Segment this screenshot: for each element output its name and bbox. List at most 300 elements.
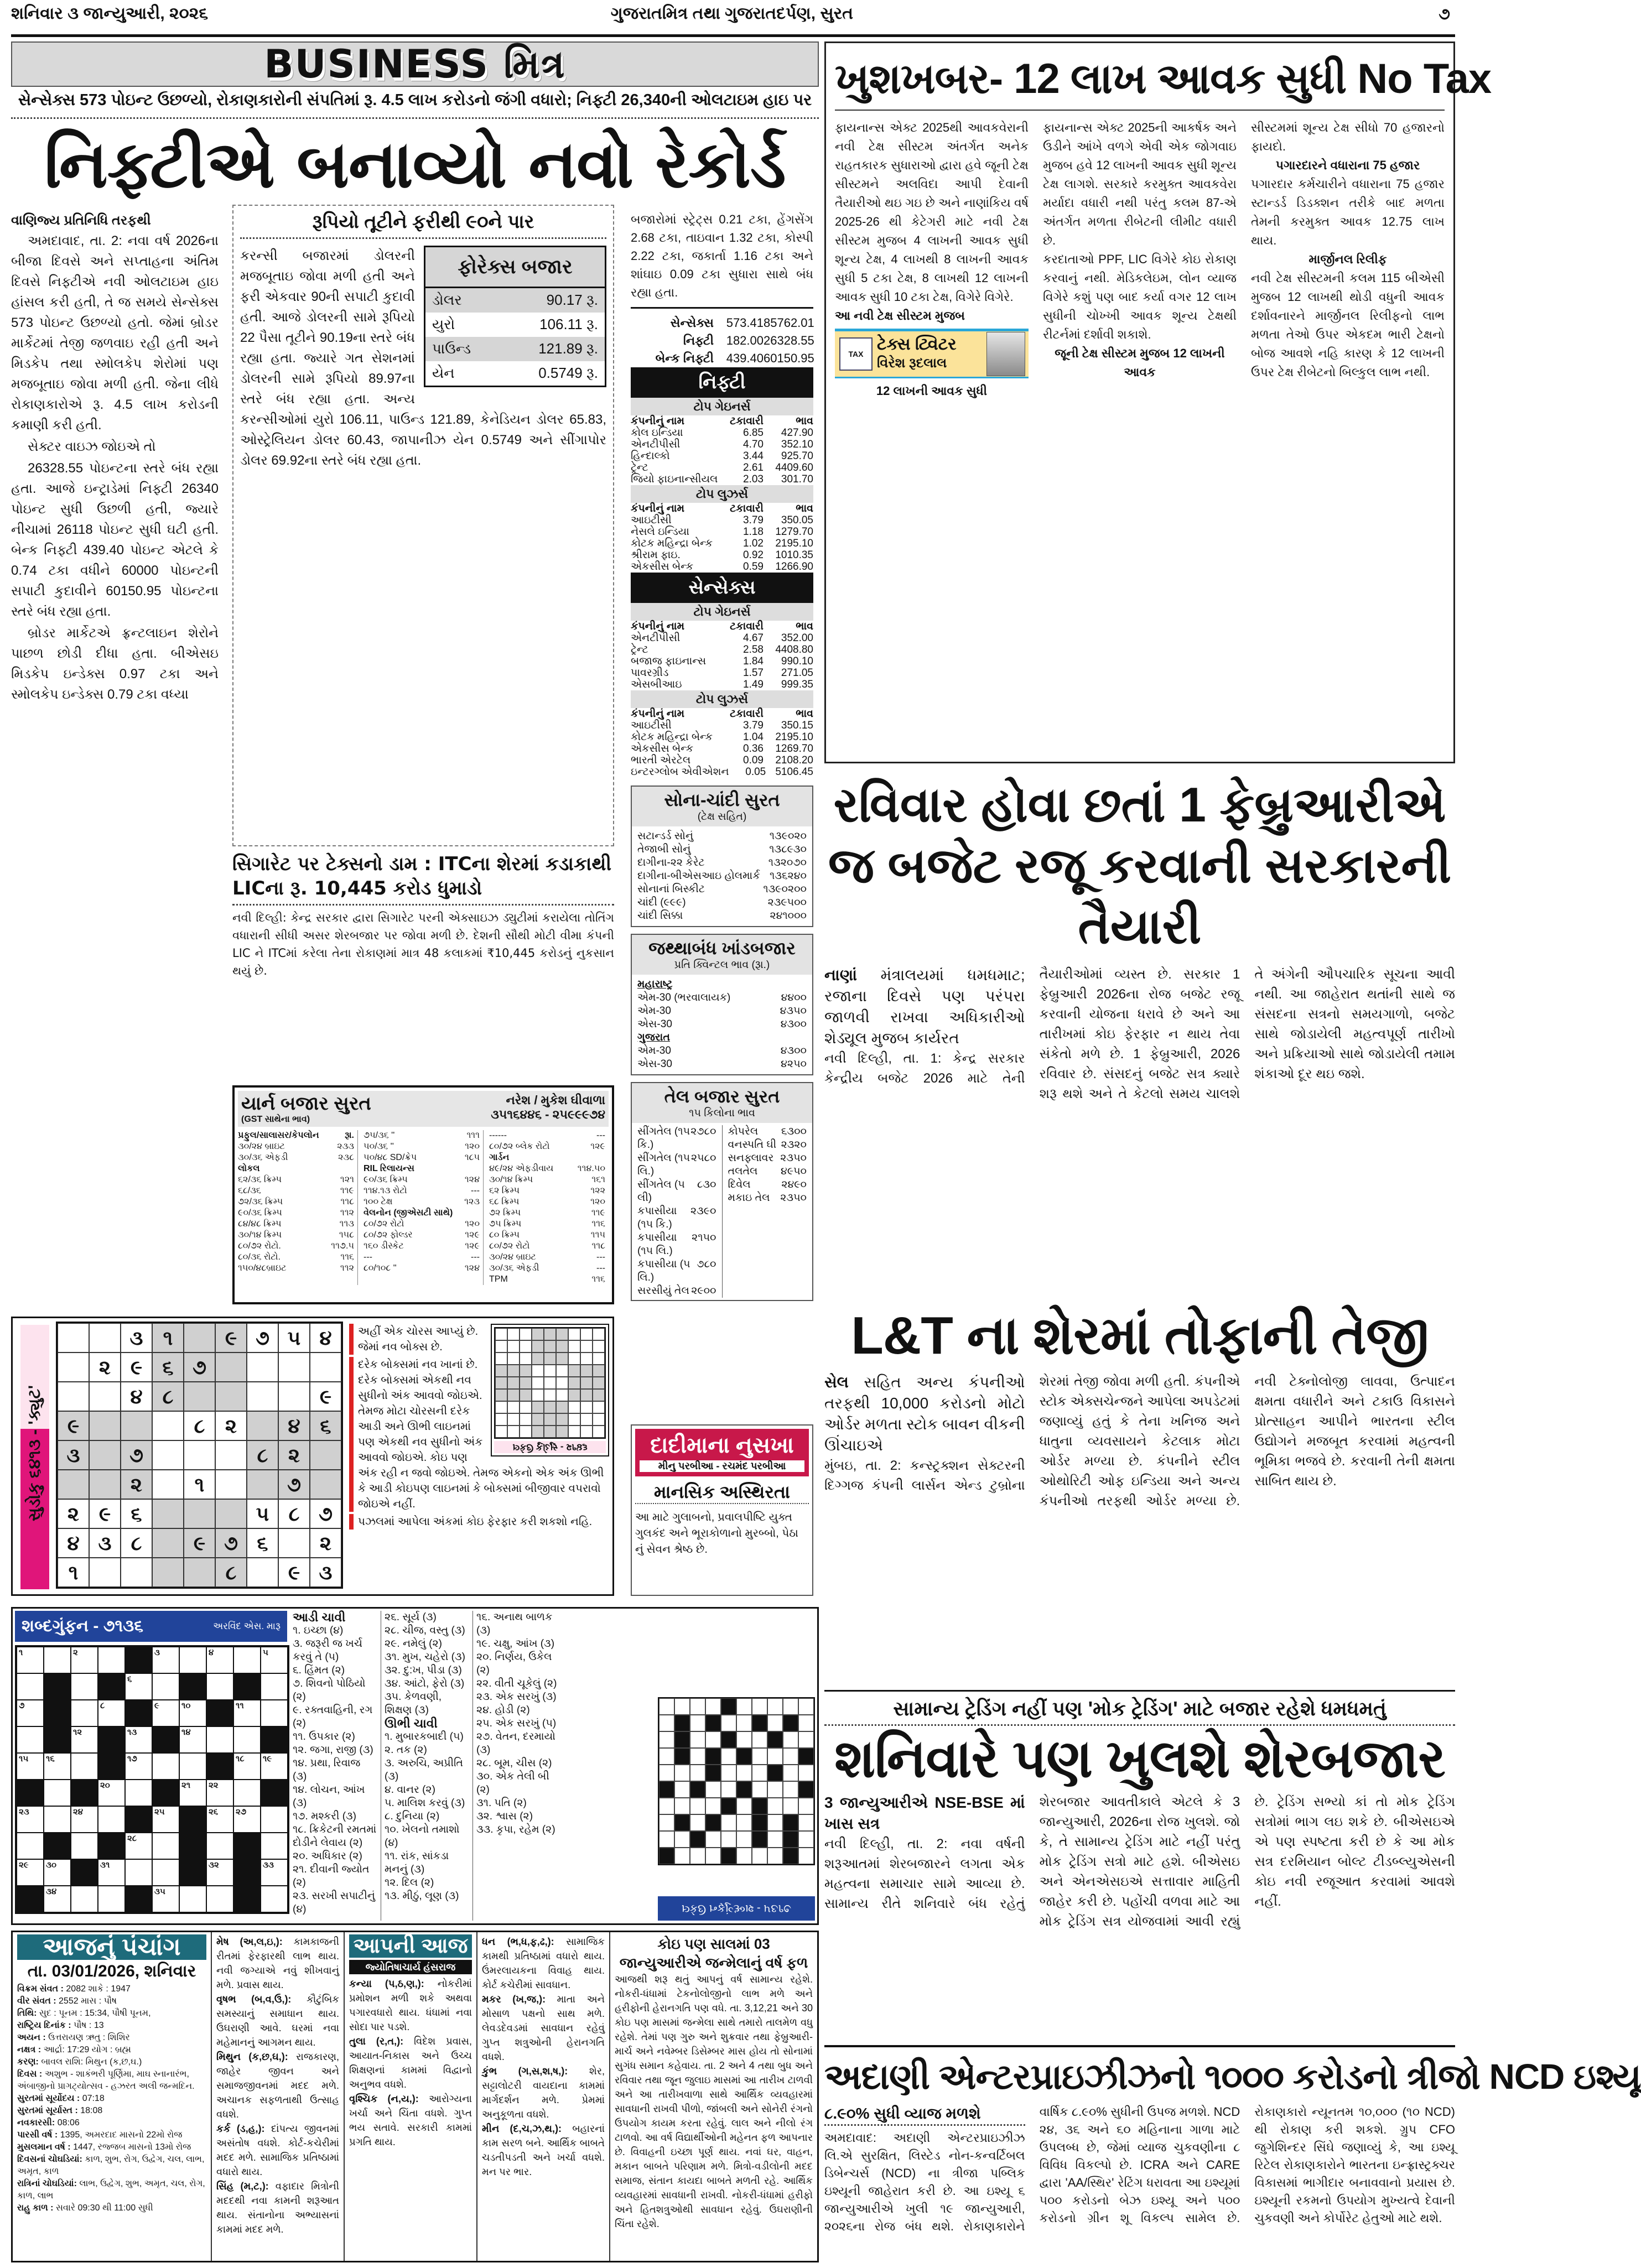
sudoku-solution-cell bbox=[520, 1413, 532, 1426]
sudoku-cell[interactable]: ૭ bbox=[278, 1470, 310, 1499]
crossword-cell[interactable]: ૧૯ bbox=[261, 1753, 288, 1780]
horoscope-sign bbox=[216, 1934, 339, 1992]
crossword-cell[interactable]: ૩૨ bbox=[206, 1859, 233, 1886]
sudoku-cell[interactable]: ૨ bbox=[89, 1353, 121, 1382]
itc-text: નવી દિલ્હી: કેન્દ્ર સરકાર દ્વારા સિગારેટ પરની એક્સાઇઝ ડ્યુટીમાં કરાયેલા તોતિંગ વધારાની સીધી અસર શેરબજાર પર જોવા મળી છે. દેશની સૌથી મોટી વીમા કંપની LIC ને ITCમાં કરેલા તેના રોકાણમાં માત્ર 48 કલાકમાં ₹10,445 કરોડનું નુકસાન થયું છે. bbox=[232, 911, 614, 977]
sudoku-solution-cell bbox=[580, 1340, 593, 1353]
sudoku-cell[interactable] bbox=[184, 1382, 215, 1411]
crossword-cell[interactable]: ૮ bbox=[98, 1700, 125, 1726]
sudoku-cell[interactable] bbox=[184, 1499, 215, 1528]
sugar-cell: ૪૩૦૦ bbox=[780, 1018, 807, 1030]
sudoku-cell[interactable] bbox=[152, 1411, 184, 1440]
horoscope-column bbox=[212, 1932, 345, 2261]
gold-rate-row-cell: ૧૩૬૨૪૦ bbox=[770, 870, 807, 882]
sudoku-cell[interactable]: ૪ bbox=[310, 1323, 341, 1353]
column-header: કંપનીનું નામ bbox=[631, 503, 684, 514]
sudoku-cell[interactable]: ૭ bbox=[310, 1499, 341, 1528]
article-paragraph: પગારદાર કર્મચારીને વધારાના 75 હજાર સ્ટાન્ડર્ડ ડિડક્શન તરીકે બાદ મળતા તેમની કરમુક્ત આવક 12.75 લાખ થાય. bbox=[1251, 177, 1445, 247]
mock-lead bbox=[824, 1792, 1025, 1834]
zodiac-name: કુંભ (ગ,સ,શ,ષ,): bbox=[482, 2066, 568, 2077]
crossword-cell[interactable] bbox=[17, 1673, 44, 1700]
yarn-item: ૬૮/૩૬ bbox=[238, 1186, 261, 1195]
sudoku-cell[interactable] bbox=[152, 1440, 184, 1470]
crossword-cell[interactable] bbox=[17, 1833, 44, 1859]
sudoku-solution-cell bbox=[495, 1389, 507, 1401]
sugar-cell: એમ-30 bbox=[637, 1045, 671, 1057]
crossword-cell[interactable]: ૨૨ bbox=[206, 1780, 233, 1806]
oil-rate-row bbox=[723, 1178, 813, 1192]
crossword-solution-cell bbox=[736, 1848, 752, 1864]
zodiac-prediction: શેર, સટ્ટાલોટરી વાયદાના કામમાં માર્ગદર્શન મળે. પ્રેમમાં અનુકૂળતા વધશે. bbox=[482, 2066, 605, 2120]
crossword-clue: ૩૪. આંટો, ફેરો (૩) bbox=[385, 1678, 465, 1689]
sudoku-cell[interactable]: ૨ bbox=[310, 1528, 341, 1558]
table-cell: કોલ ઇન્ડિયા bbox=[631, 427, 683, 439]
sudoku-cell[interactable]: ૮ bbox=[184, 1411, 215, 1440]
crossword-black-cell bbox=[261, 1726, 288, 1753]
crossword-cell[interactable] bbox=[44, 1647, 71, 1673]
crossword-cell[interactable] bbox=[125, 1780, 152, 1806]
sudoku-cell[interactable] bbox=[247, 1382, 278, 1411]
sudoku-cell[interactable] bbox=[184, 1440, 215, 1470]
sudoku-cell[interactable]: ૯ bbox=[310, 1382, 341, 1411]
sudoku-solution-cell bbox=[532, 1328, 544, 1340]
crossword-cell[interactable]: ૩૫ bbox=[152, 1886, 179, 1912]
sudoku-cell[interactable]: ૩ bbox=[121, 1323, 152, 1353]
newspaper-name: ગુજરાતમિત્ર તથા ગુજરાતદર્પણ, સુરત bbox=[610, 4, 854, 23]
yarn-item: ૩૦/૩૬ એફડી bbox=[238, 1153, 288, 1162]
crossword-solution-cell bbox=[736, 1698, 752, 1715]
oil-rate-row-cell: કપાસીયા (૧૫ લિ.) bbox=[637, 1232, 677, 1257]
crossword-solution-cell bbox=[767, 1698, 783, 1715]
crossword-cell[interactable] bbox=[206, 1673, 233, 1700]
table-row bbox=[631, 427, 813, 439]
yarn-item: ૮૦/૧૦૮ '' bbox=[363, 1263, 397, 1273]
panchang-label: રાષ્ટ્રિય દિનાંક : bbox=[17, 2021, 71, 2030]
table-cell: એનટીપીસી bbox=[631, 439, 681, 450]
table-cell: શ્રીરામ ફાઇ. bbox=[631, 549, 681, 561]
crossword-cell[interactable]: ૧૮ bbox=[233, 1753, 261, 1780]
table-cell: આઇટીસી bbox=[631, 720, 672, 731]
crossword-cell[interactable]: ૨૦ bbox=[98, 1780, 125, 1806]
crossword-cell[interactable]: ૩૧ bbox=[98, 1859, 125, 1886]
sudoku-cell[interactable]: ૮ bbox=[215, 1558, 247, 1587]
crossword-clue: ૩. જરૂરી જ ખર્ચ કરવું તે (૫) bbox=[293, 1638, 362, 1663]
crossword-clue: ૩. અરુચિ, અપ્રીતિ (૩) bbox=[385, 1757, 463, 1782]
sudoku-cell[interactable] bbox=[89, 1411, 121, 1440]
crossword-solution-cell bbox=[767, 1765, 783, 1781]
sudoku-cell[interactable] bbox=[215, 1499, 247, 1528]
sudoku-cell[interactable]: ૨ bbox=[215, 1411, 247, 1440]
sudoku-cell[interactable] bbox=[247, 1411, 278, 1440]
sudoku-cell[interactable]: ૫ bbox=[247, 1499, 278, 1528]
sudoku-cell[interactable] bbox=[247, 1470, 278, 1499]
sudoku-cell[interactable]: ૪ bbox=[278, 1411, 310, 1440]
panchang-row bbox=[17, 2178, 206, 2202]
crossword-solution-cell bbox=[674, 1848, 690, 1864]
gold-rate-row bbox=[632, 856, 812, 870]
crossword-clue: ૨૨. વીતી ચૂકેલું (૨) bbox=[476, 1678, 557, 1689]
mock-kicker: સામાન્ય ટ્રેડિંગ નહીં પણ 'મોક ટ્રેડિંગ' માટે બજાર રહેશે ધમધમતું bbox=[824, 1697, 1455, 1726]
sudoku-cell[interactable]: ૩ bbox=[89, 1528, 121, 1558]
lead-bold: નાણાં bbox=[824, 966, 857, 984]
sudoku-cell[interactable]: ૮ bbox=[152, 1382, 184, 1411]
gold-rate-row bbox=[632, 883, 812, 896]
table-cell: 350.15 bbox=[781, 720, 813, 731]
crossword-cell[interactable]: ૨૬ bbox=[206, 1806, 233, 1833]
article-paragraph: સેક્ટર વાઇઝ જોઇએ તો bbox=[28, 439, 156, 454]
gold-rate-row-cell: દાગીના-બીએસઆઇ હોલમાર્ક bbox=[637, 870, 760, 882]
tax-subhead: 12 લાખની આવક સુધી bbox=[876, 384, 988, 398]
birthday-text: આજથી શરૂ થતું આપનું વર્ષ સામાન્ય રહેશે. નોકરી-ધંધામાં ટેકનોલોજીનો લાભ મળે અને હરીફોની હેરાનગતિ પણ વધે. તા. 3,12,21 અને 30 કોઇ પણ માસમાં જન્મેલા સાથે તમારો તાલમેળ વધુ રહેશે. તેમાં પણ ગુરુ અને શુક્રવાર તથા ફેબ્રુઆરી-માર્ચ અને નવેમ્બર ડિસેમ્બર માસ હોય તો સોનામાં સુગંધ સમાન કહેવાય. તા. 2 અને 4 તથા બુધ અને રવિવાર તથા જૂન જુલાઇ માસમાં આ તારીખ ટાળવી અને આ તારીખવાળા સાથે આર્થિક વ્યવહારમાં સાવધાની રાખવી પીળો, જાંબલી અને સોનેરી રંગનો ઉપયોગ કાયમ કરતા રહેવું. લાલ અને નીલો રંગ ટાળવો. આ વર્ષ વિદ્યાર્થીઓની મહેનત ફળ આપનાર છે. વિવાહની ઇચ્છા પૂર્ણ થાય. નવાં ઘર, વાહન, મકાન બાબતે પરિણામ મળે. મિત્રો-વડીલોની મદદ સમાજ, સંતાન કાયદા બાબતે મળતી રહે. આર્થિક વ્યવહારમાં સાવધાની રાખવી. નોકરી-ધંધામાં હરીફો અને હિતશત્રુઓથી સાવધાન રહેવું. ઉઘરાણીની ચિંતા રહેશે. bbox=[615, 1974, 813, 2229]
sudoku-cell[interactable]: ૮ bbox=[247, 1440, 278, 1470]
crossword-cell[interactable] bbox=[179, 1753, 206, 1780]
table-cell: 3.79 bbox=[743, 720, 764, 731]
index-row bbox=[631, 350, 813, 367]
crossword-clue: ૨૯. નમેલું (૨) bbox=[385, 1638, 442, 1650]
sudoku-cell[interactable] bbox=[278, 1353, 310, 1382]
yarn-rate-row bbox=[238, 1230, 354, 1241]
sudoku-cell[interactable]: ૭ bbox=[247, 1323, 278, 1353]
crossword-solution-cell bbox=[721, 1831, 736, 1848]
oil-rate-row-cell: ૨૩૫૦ bbox=[780, 1192, 807, 1204]
sudoku-cell[interactable] bbox=[184, 1323, 215, 1353]
crossword-cell[interactable] bbox=[71, 1673, 98, 1700]
crossword-cell[interactable]: ૩ bbox=[152, 1647, 179, 1673]
table-header bbox=[631, 708, 813, 720]
oil-rate-row-cell: ૬૩૦૦ bbox=[781, 1126, 807, 1137]
yarn-column bbox=[363, 1130, 484, 1285]
crossword-cell[interactable]: ૯ bbox=[152, 1700, 179, 1726]
index-row bbox=[631, 332, 813, 350]
panchang-row bbox=[17, 2093, 206, 2105]
table-cell: એનટીપીસી bbox=[631, 632, 681, 644]
crossword-cell[interactable]: ૫ bbox=[261, 1647, 288, 1673]
crossword-cell[interactable]: ૧૨ bbox=[71, 1726, 98, 1753]
sudoku-solution-cell bbox=[544, 1353, 556, 1365]
yarn-price: ૧૨૯ bbox=[465, 1230, 480, 1240]
sudoku-cell[interactable]: ૬ bbox=[152, 1353, 184, 1382]
crossword-cell[interactable] bbox=[152, 1753, 179, 1780]
horoscope-list bbox=[349, 1976, 472, 2149]
sudoku-cell[interactable]: ૫ bbox=[278, 1323, 310, 1353]
gold-rate-row-cell: ૨૩૯૫૦૦ bbox=[767, 897, 807, 908]
index-row-cell: નિફ્ટી bbox=[683, 334, 714, 347]
crossword-cell[interactable] bbox=[71, 1833, 98, 1859]
crossword-solution-label: ૭૧૩૫ - શબ્દગુંફન ઉકેલ bbox=[658, 1896, 815, 1921]
crossword-cell[interactable] bbox=[71, 1700, 98, 1726]
yarn-price: ૧૨૦ bbox=[465, 1142, 480, 1151]
yarn-rate-row bbox=[363, 1185, 480, 1197]
crossword-cell[interactable] bbox=[44, 1780, 71, 1806]
crossword-cell[interactable] bbox=[152, 1673, 179, 1700]
adani-headline: અદાણી એન્ટરપ્રાઇઝીઝનો ૧૦૦૦ કરોડનો ત્રીજો NCD ઇશ્યૂ bbox=[824, 2057, 1641, 2097]
crossword-cell[interactable]: ૧૦ bbox=[179, 1700, 206, 1726]
sudoku-cell[interactable]: ૪ bbox=[58, 1528, 89, 1558]
crossword-cell[interactable] bbox=[206, 1886, 233, 1912]
oil-rate-row-cell: કોપરેલ bbox=[728, 1126, 759, 1137]
sudoku-cell[interactable] bbox=[310, 1440, 341, 1470]
sudoku-cell[interactable] bbox=[215, 1440, 247, 1470]
crossword-cell[interactable] bbox=[98, 1647, 125, 1673]
crossword-cell[interactable] bbox=[261, 1806, 288, 1833]
sudoku-cell[interactable]: ૯ bbox=[184, 1528, 215, 1558]
crossword-cell[interactable]: ૪ bbox=[206, 1647, 233, 1673]
crossword-cell[interactable]: ૨૧ bbox=[179, 1780, 206, 1806]
crossword-cell[interactable] bbox=[206, 1726, 233, 1753]
crossword-cell[interactable] bbox=[71, 1886, 98, 1912]
forex-row bbox=[425, 337, 605, 361]
index-row-cell: 60150.95 bbox=[764, 351, 814, 365]
sudoku-cell[interactable] bbox=[152, 1528, 184, 1558]
sudoku-solution-cell bbox=[544, 1365, 556, 1377]
budget-article bbox=[824, 774, 1455, 1294]
yarn-rate-row bbox=[489, 1197, 605, 1208]
crossword-cell[interactable] bbox=[152, 1833, 179, 1859]
sudoku-cell[interactable]: ૧ bbox=[152, 1323, 184, 1353]
top-gainers-header: ટોપ ગેઇનર્સ bbox=[631, 603, 813, 621]
sudoku-cell[interactable] bbox=[184, 1558, 215, 1587]
sudoku-cell[interactable]: ૯ bbox=[89, 1499, 121, 1528]
crossword-cell[interactable]: ૨૯ bbox=[17, 1859, 44, 1886]
panchang-row bbox=[17, 2020, 206, 2032]
sudoku-solution-cell bbox=[495, 1340, 507, 1353]
crossword-section bbox=[11, 1607, 819, 1925]
crossword-clue: ૨૫. એક સરખું (૫) bbox=[476, 1718, 557, 1729]
crossword-clue: ૫. માલિશ કરવું (૩) bbox=[385, 1797, 465, 1809]
panchang-label: વિક્રમ સંવત : bbox=[17, 1984, 64, 1994]
sensex-header: સેન્સેક્સ bbox=[631, 573, 813, 603]
crossword-solution-cell bbox=[736, 1814, 752, 1831]
sudoku-cell[interactable] bbox=[152, 1499, 184, 1528]
panchang-label: વીર સંવત : bbox=[17, 1996, 56, 2006]
sudoku-cell[interactable] bbox=[58, 1470, 89, 1499]
down-label: ઊભી ચાવી bbox=[385, 1716, 438, 1730]
yarn-item: ૮૦ ક્રિમ્પ bbox=[489, 1230, 520, 1240]
sudoku-cell[interactable] bbox=[215, 1470, 247, 1499]
crossword-cell[interactable]: ૧ bbox=[17, 1647, 44, 1673]
across-label: આડી ચાવી bbox=[293, 1610, 346, 1624]
crossword-black-cell bbox=[233, 1673, 261, 1700]
sudoku-cell[interactable] bbox=[278, 1528, 310, 1558]
crossword-cell[interactable]: ૩૦ bbox=[44, 1859, 71, 1886]
sudoku-cell[interactable]: ૩ bbox=[310, 1558, 341, 1587]
table-cell: 0.59 bbox=[743, 561, 764, 573]
table-header bbox=[631, 503, 813, 514]
crossword-cell[interactable]: ૨૩ bbox=[17, 1806, 44, 1833]
horoscope-sign bbox=[216, 2049, 339, 2121]
sudoku-cell[interactable]: ૭ bbox=[121, 1440, 152, 1470]
sudoku-cell[interactable] bbox=[89, 1558, 121, 1587]
sudoku-cell[interactable] bbox=[89, 1382, 121, 1411]
sudoku-cell[interactable] bbox=[310, 1353, 341, 1382]
crossword-cell[interactable]: ૨૮ bbox=[125, 1833, 152, 1859]
sudoku-cell[interactable]: ૯ bbox=[278, 1558, 310, 1587]
crossword-clue: ૩૨. શ્વાસ (૨) bbox=[476, 1811, 533, 1822]
sudoku-cell[interactable]: ૨ bbox=[58, 1499, 89, 1528]
yarn-rate-row bbox=[363, 1141, 480, 1152]
sudoku-solution-cell bbox=[544, 1328, 556, 1340]
sudoku-cell[interactable]: ૬ bbox=[247, 1528, 278, 1558]
sudoku-cell[interactable]: ૩ bbox=[58, 1440, 89, 1470]
crossword-cell[interactable] bbox=[71, 1753, 98, 1780]
sudoku-cell[interactable] bbox=[152, 1470, 184, 1499]
crossword-solution-cell bbox=[659, 1814, 674, 1831]
sudoku-cell[interactable]: ૨ bbox=[121, 1470, 152, 1499]
crossword-cell[interactable] bbox=[17, 1726, 44, 1753]
sudoku-cell[interactable]: ૭ bbox=[184, 1353, 215, 1382]
yarn-rate-row bbox=[489, 1219, 605, 1230]
crossword-cell[interactable]: ૭ bbox=[17, 1700, 44, 1726]
crossword-cell[interactable]: ૨ bbox=[71, 1647, 98, 1673]
sudoku-cell[interactable] bbox=[310, 1470, 341, 1499]
crossword-cell[interactable] bbox=[179, 1886, 206, 1912]
sudoku-cell[interactable]: ૧ bbox=[184, 1470, 215, 1499]
crossword-cell[interactable]: ૨૪ bbox=[71, 1806, 98, 1833]
crossword-cell[interactable]: ૧૬ bbox=[44, 1753, 71, 1780]
panchang-row bbox=[17, 2105, 206, 2117]
sudoku-cell[interactable] bbox=[58, 1382, 89, 1411]
sudoku-cell[interactable]: ૧ bbox=[58, 1558, 89, 1587]
crossword-cell[interactable] bbox=[233, 1726, 261, 1753]
crossword-solution bbox=[658, 1697, 815, 1865]
lead-bold: 3 જાન્યુઆરીએ bbox=[824, 1794, 928, 1811]
crossword-cell[interactable] bbox=[125, 1859, 152, 1886]
crossword-cell[interactable]: ૨૫ bbox=[152, 1806, 179, 1833]
sudoku-cell[interactable]: ૮ bbox=[121, 1528, 152, 1558]
crossword-black-cell bbox=[98, 1673, 125, 1700]
yarn-item: ૭૫ ક્રિમ્પ bbox=[489, 1219, 522, 1229]
sudoku-cell[interactable] bbox=[247, 1353, 278, 1382]
gold-subtitle: (ટેક્ષ સહિત) bbox=[632, 811, 812, 826]
yarn-price: ૧૨૦ bbox=[465, 1219, 480, 1229]
crossword-cell[interactable] bbox=[152, 1859, 179, 1886]
sudoku-solution-cell bbox=[520, 1365, 532, 1377]
crossword-cell[interactable] bbox=[261, 1886, 288, 1912]
crossword-cell[interactable]: ૩૩ bbox=[261, 1859, 288, 1886]
panchang-value: આર્દ્રા: 17:29 યોગ : બ્રહ્મ bbox=[43, 2045, 131, 2054]
crossword-cell[interactable] bbox=[233, 1780, 261, 1806]
crossword-cell[interactable]: ૧૪ bbox=[179, 1726, 206, 1753]
crossword-cell[interactable] bbox=[179, 1647, 206, 1673]
sudoku-cell[interactable] bbox=[215, 1353, 247, 1382]
tax-subhead: માર્જીનલ રિલીફ bbox=[1308, 252, 1387, 266]
yarn-rate-row bbox=[363, 1130, 480, 1141]
sudoku-cell[interactable]: ૯ bbox=[215, 1323, 247, 1353]
crossword-cell[interactable]: ૩૪ bbox=[44, 1886, 71, 1912]
crossword-cell[interactable] bbox=[233, 1647, 261, 1673]
sudoku-cell[interactable] bbox=[89, 1323, 121, 1353]
oil-right-column bbox=[723, 1125, 813, 1298]
sudoku-grid bbox=[56, 1322, 343, 1589]
column-header: ટકાવારી bbox=[730, 415, 764, 427]
oil-rate-row bbox=[723, 1152, 813, 1165]
panchang-label: દિવસનાં ચોઘડિયાં: bbox=[17, 2155, 82, 2164]
nifty-header: નિફ્ટી bbox=[631, 367, 813, 398]
crossword-cell[interactable] bbox=[206, 1833, 233, 1859]
panchang-value: 07:18 bbox=[82, 2094, 105, 2103]
sudoku-cell[interactable] bbox=[121, 1558, 152, 1587]
crossword-cell[interactable] bbox=[261, 1700, 288, 1726]
sudoku-cell[interactable]: ૬ bbox=[121, 1499, 152, 1528]
yarn-item: ------ bbox=[489, 1131, 507, 1140]
crossword-cell[interactable]: ૧૩ bbox=[125, 1726, 152, 1753]
sudoku-cell[interactable]: ૭ bbox=[215, 1528, 247, 1558]
article-paragraph: નવી દિલ્હી, તા. 1: કેન્દ્ર સરકાર કેન્દ્રીય બજેટ 2026 માટે તેની તૈયારીઓમાં વ્યસ્ત છે. સરકાર 1 ફેબ્રુઆરી 2026ના રોજ બજેટ રજૂ કરવાની યોજના ધરાવે છે અને આ તારીખમાં કોઇ ફેરફાર ન થાય તેવા સંકેતો મળે છે. 1 ફેબ્રુઆરી, 2026 રવિવાર છે. સંસદનું બજેટ સત્ર ક્યારે શરૂ થશે અને તે કેટલો સમય ચાલશે તે અંગેની ઔપચારિક સૂચના આવી નથી. આ જાહેરાત થતાંની સાથે જ સંસદના સત્રનો સમયગાળો, બજેટ સાથે જોડાયેલી મહત્વપૂર્ણ તારીખો અને પ્રક્રિયાઓ સાથે જોડાયેલી તમામ શંકાઓ દૂર થઇ જશે. bbox=[824, 967, 1455, 1101]
sudoku-cell[interactable]: ૨ bbox=[278, 1440, 310, 1470]
oil-rate-row-cell: ૨૭૮૦ bbox=[690, 1126, 716, 1137]
sudoku-cell[interactable]: ૯ bbox=[58, 1411, 89, 1440]
crossword-solution-cell bbox=[752, 1748, 767, 1765]
sudoku-cell[interactable]: ૮ bbox=[278, 1499, 310, 1528]
sudoku-cell[interactable] bbox=[58, 1353, 89, 1382]
horoscope-sign bbox=[216, 2121, 339, 2179]
sudoku-cell[interactable] bbox=[247, 1558, 278, 1587]
sudoku-cell[interactable] bbox=[58, 1323, 89, 1353]
table-cell: 271.05 bbox=[781, 667, 813, 679]
table-cell: 1.49 bbox=[743, 679, 764, 690]
sudoku-cell[interactable] bbox=[152, 1558, 184, 1587]
sudoku-cell[interactable]: ૯ bbox=[121, 1353, 152, 1382]
table-row bbox=[631, 679, 813, 690]
crossword-clue: ૧૯. ચક્ષુ, આંખ (૩) bbox=[476, 1638, 555, 1650]
crossword-clues bbox=[293, 1611, 652, 1921]
zodiac-prediction: કૌટુંબિક સમસ્યાનું સમાધાન થાય. ઉઘરાણી આવે. ઘરમાં નવા મહેમાનનું આગમન થાય. bbox=[216, 1994, 339, 2048]
crossword-cell[interactable]: ૬ bbox=[125, 1673, 152, 1700]
crossword-cell[interactable] bbox=[98, 1886, 125, 1912]
horoscope-sign bbox=[349, 2092, 472, 2149]
crossword-black-cell bbox=[44, 1700, 71, 1726]
yarn-rate-row bbox=[363, 1174, 480, 1185]
yarn-price: ૧૧૭.૫ bbox=[331, 1241, 354, 1251]
crossword-cell[interactable]: ૧૧ bbox=[233, 1700, 261, 1726]
tax-subhead: પગારદારને વધારાના 75 હજાર bbox=[1275, 158, 1420, 172]
crossword-cell[interactable] bbox=[98, 1806, 125, 1833]
sudoku-cell[interactable] bbox=[278, 1382, 310, 1411]
column-header: કંપનીનું નામ bbox=[631, 708, 684, 720]
yarn-rate-row bbox=[238, 1174, 354, 1185]
yarn-item: ૩૦/૨૪ બ્રાઇટ bbox=[238, 1142, 285, 1151]
crossword-black-cell bbox=[206, 1700, 233, 1726]
crossword-clue: ૨૩. એક સરખું (૩) bbox=[476, 1691, 557, 1703]
panchang-label: કરણ: bbox=[17, 2057, 39, 2067]
zodiac-prediction: નોકરીમાં પ્રમોશન મળી શકે અથવા પગારવધારો થાય. ધંધામાં નવા સોદા પાર પડશે. bbox=[349, 1978, 472, 2032]
table-row bbox=[631, 656, 813, 667]
crossword-clue: ૧૬. અનાથ બાળક (૩) bbox=[476, 1611, 553, 1636]
sudoku-cell[interactable]: ૬ bbox=[310, 1411, 341, 1440]
crossword-cell[interactable]: ૧૫ bbox=[17, 1753, 44, 1780]
crossword-cell[interactable]: ૨૭ bbox=[233, 1806, 261, 1833]
crossword-cell[interactable] bbox=[261, 1673, 288, 1700]
crossword-solution-cell bbox=[690, 1698, 705, 1715]
sudoku-cell[interactable] bbox=[121, 1411, 152, 1440]
crossword-cell[interactable] bbox=[261, 1833, 288, 1859]
crossword-black-cell bbox=[179, 1833, 206, 1859]
yarn-rate-row bbox=[489, 1163, 605, 1174]
sudoku-cell[interactable]: ૪ bbox=[121, 1382, 152, 1411]
sudoku-solution-cell bbox=[593, 1401, 605, 1413]
yarn-item: ૩૦/૧૪ ક્રિમ્પ bbox=[238, 1230, 282, 1240]
sudoku-cell[interactable] bbox=[89, 1440, 121, 1470]
sudoku-cell[interactable] bbox=[89, 1470, 121, 1499]
yarn-item: ૮૦/૭૨ રોટો bbox=[363, 1219, 404, 1229]
sudoku-solution-cell bbox=[556, 1353, 568, 1365]
sugar-cell: ૪૩૦૦ bbox=[780, 1045, 807, 1057]
crossword-cell[interactable] bbox=[44, 1806, 71, 1833]
crossword-cell[interactable]: ૧૭ bbox=[125, 1753, 152, 1780]
yarn-item: ૭૫/૩૬ '' bbox=[363, 1131, 395, 1140]
mock-headline: શનિવારે પણ ખુલશે શેરબજાર bbox=[834, 1729, 1445, 1788]
sudoku-cell[interactable] bbox=[215, 1382, 247, 1411]
